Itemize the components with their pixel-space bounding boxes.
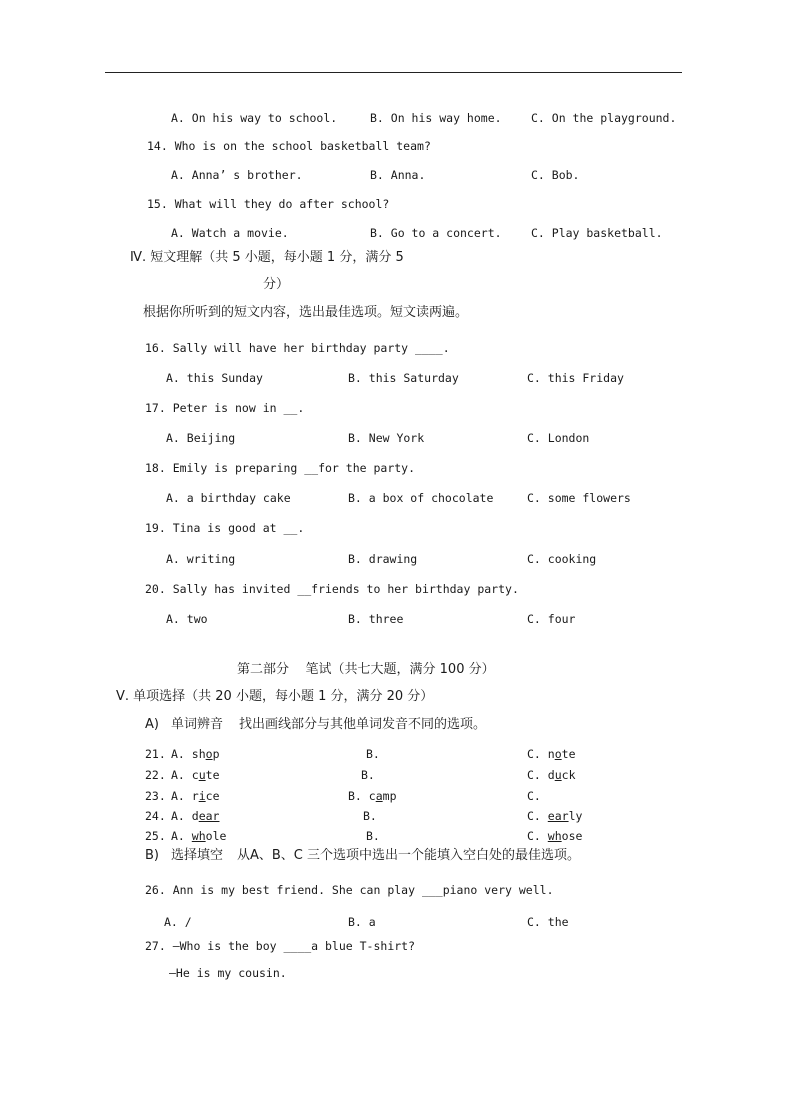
subA-title: 单词辨音 (171, 717, 224, 732)
q23-option-c: C. (527, 789, 541, 803)
q27-stem: 27. —Who is the boy ____a blue T-shirt? (145, 939, 416, 953)
q19-stem: 19. Tina is good at __. (145, 521, 305, 535)
q15-stem: 15. What will they do after school? (147, 197, 390, 211)
q20-option-c: C. four (527, 612, 576, 626)
q16-option-a: A. this Sunday (166, 371, 263, 385)
q16-stem: 16. Sally will have her birthday party ____. (145, 341, 450, 355)
q14-option-c: C. Bob. (531, 168, 580, 182)
q20-option-b: B. three (348, 612, 404, 626)
q21-option-b: B. (366, 747, 380, 761)
q24-option-c: C. early (527, 809, 583, 823)
part2-title: 第二部分 笔试（共七大题，满分 100 分） (237, 662, 495, 677)
q13-option-a: A. On his way to school. (171, 111, 338, 125)
q23-option-a: A. rice (171, 789, 220, 803)
subB-label: B) (145, 848, 159, 863)
q22-number: 22. (145, 768, 166, 782)
q25-number: 25. (145, 829, 166, 843)
q26-stem: 26. Ann is my best friend. She can play ___piano very well. (145, 883, 554, 897)
q25-option-a: A. whole (171, 829, 227, 843)
q22-option-b: B. (361, 768, 375, 782)
q15-option-a: A. Watch a movie. (171, 226, 289, 240)
q26-option-a: A. / (164, 915, 192, 929)
q14-stem: 14. Who is on the school basketball team? (147, 139, 431, 153)
q21-option-a: A. shop (171, 747, 220, 761)
q17-stem: 17. Peter is now in __. (145, 401, 305, 415)
q14-option-a: A. Anna’ s brother. (171, 168, 303, 182)
q22-option-a: A. cute (171, 768, 220, 782)
q24-number: 24. (145, 809, 166, 823)
subA-label: A) (145, 717, 159, 732)
q17-option-b: B. New York (348, 431, 425, 445)
q18-option-a: A. a birthday cake (166, 491, 291, 505)
q26-option-c: C. the (527, 915, 569, 929)
q24-option-b: B. (363, 809, 377, 823)
q26-option-b: B. a (348, 915, 376, 929)
q20-stem: 20. Sally has invited __friends to her birthday party. (145, 582, 519, 596)
section4-heading: Ⅳ. 短文理解（共 5 小题，每小题 1 分，满分 5 (130, 250, 404, 265)
q23-number: 23. (145, 789, 166, 803)
q14-option-b: B. Anna. (370, 168, 426, 182)
subB-title: 选择填空 (171, 848, 224, 863)
subA-instruction: 找出画线部分与其他单词发音不同的选项。 (239, 717, 487, 732)
q15-option-b: B. Go to a concert. (370, 226, 502, 240)
q25-option-c: C. whose (527, 829, 583, 843)
q22-option-c: C. duck (527, 768, 576, 782)
q16-option-b: B. this Saturday (348, 371, 459, 385)
q13-option-c: C. On the playground. (531, 111, 677, 125)
section5-heading: Ⅴ. 单项选择（共 20 小题，每小题 1 分，满分 20 分） (116, 689, 434, 704)
q20-option-a: A. two (166, 612, 208, 626)
q16-option-c: C. this Friday (527, 371, 624, 385)
q19-option-a: A. writing (166, 552, 236, 566)
q25-option-b: B. (366, 829, 380, 843)
section4-heading-cont: 分） (263, 277, 290, 292)
q17-option-c: C. London (527, 431, 590, 445)
q15-option-c: C. Play basketball. (531, 226, 663, 240)
q19-option-b: B. drawing (348, 552, 418, 566)
section4-instruction: 根据你所听到的短文内容，选出最佳选项。短文读两遍。 (143, 305, 469, 320)
q21-number: 21. (145, 747, 166, 761)
q24-option-a: A. dear (171, 809, 220, 823)
q19-option-c: C. cooking (527, 552, 597, 566)
header-rule (105, 72, 682, 73)
q13-option-b: B. On his way home. (370, 111, 502, 125)
q18-option-c: C. some flowers (527, 491, 631, 505)
q17-option-a: A. Beijing (166, 431, 236, 445)
q18-stem: 18. Emily is preparing __for the party. (145, 461, 416, 475)
q21-option-c: C. note (527, 747, 576, 761)
q27-reply: —He is my cousin. (169, 966, 287, 980)
q23-option-b: B. camp (348, 789, 397, 803)
q18-option-b: B. a box of chocolate (348, 491, 494, 505)
subB-instruction: 从A、B、C 三个选项中选出一个能填入空白处的最佳选项。 (237, 848, 581, 863)
